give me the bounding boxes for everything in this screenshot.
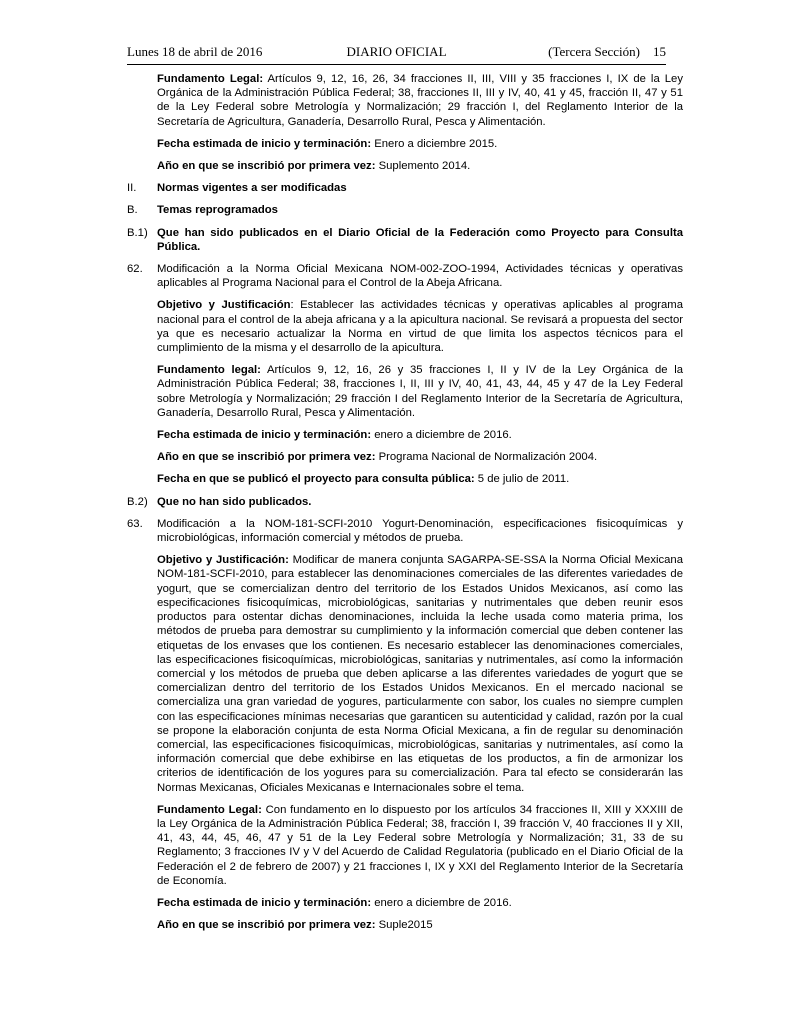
header-page-number: 15 — [653, 44, 666, 59]
item-62 — [127, 262, 683, 290]
item63-fundamento — [157, 803, 683, 888]
section-number: B. — [127, 204, 138, 217]
header-section-page — [548, 44, 666, 60]
item-number: 62. — [127, 263, 143, 276]
objetivo-label: Objetivo y Justificación: — [157, 554, 289, 567]
anio-text: Suplemento 2014. — [375, 160, 471, 173]
document-body — [127, 72, 683, 940]
section-b1 — [127, 226, 683, 254]
anio-label: Año en que se inscribió por primera vez: — [157, 160, 376, 173]
fecha-text: enero a diciembre de 2016. — [371, 896, 512, 909]
item63-fecha — [157, 896, 683, 910]
anio-text: Suple2015 — [375, 919, 433, 932]
fecha-label: Fecha estimada de inicio y terminación: — [157, 429, 372, 442]
item62-fecha — [157, 428, 683, 442]
section-number: B.2) — [127, 495, 148, 508]
anio-text: Programa Nacional de Normalización 2004. — [375, 451, 598, 464]
item63-objetivo — [157, 553, 683, 794]
item-title: Modificación a la Norma Oficial Mexicana NOM-002-ZOO-1994, Actividades técnicas y operativas aplicables al Programa Nacional para el Control de la Abeja Africana. — [157, 263, 683, 290]
section-number: II. — [127, 182, 137, 195]
item-63 — [127, 517, 683, 545]
section-title: Temas reprogramados — [157, 204, 278, 217]
top-fundamento — [157, 72, 683, 129]
item63-anio — [157, 918, 683, 932]
section-ii — [127, 181, 683, 195]
fundamento-text: Con fundamento en lo dispuesto por los artículos 34 fracciones II, XIII y XXXIII de la Ley Orgánica de la Administración Pública Federal; 38, fracción I, 39 fracción V, 40 fracciones II y XII, 41, 43, 44, 45, 46, 47 y 51 de la Ley Federal sobre Metrología y Normalización; 31, 33 de su Reglamento; 3 fracciones IV y V del Acuerdo de Calidad Regulatoria (publicado en el Diario Oficial de la Federación el 2 de febrero de 2007) y 21 fracciones I, IX y XXI del Reglamento Interior de la Secretaría de Economía. — [157, 803, 683, 887]
section-title: Que han sido publicados en el Diario Oficial de la Federación como Proyecto para Consulta Pública. — [157, 226, 683, 253]
header-publication: DIARIO OFICIAL — [346, 44, 447, 59]
objetivo-text: : Establecer las actividades técnicas y operativas aplicables al programa nacional para el control de la abeja africana y a la apicultura nacional. Se revisará a propuesta del sector ya que es necesario actualizar la Norma en virtud de que limita los aspectos técnicos para el cumplimiento de la misma y el desarrollo de la apicultura. — [157, 299, 683, 355]
fundamento-text: Artículos 9, 12, 16, 26, 34 fracciones II, III, VIII y 35 fracciones I, IX de la Ley Orgánica de la Administración Pública Federal; 38, fracciones II, III y IV, 40, 41 y 45, fracción II, 47 y 51 de la Ley Federal sobre Metrología y Normalización; 29 fracción I, del Reglamento Interior de la Secretaría de Agricultura, Ganadería, Desarrollo Rural, Pesca y Alimentación. — [157, 73, 683, 128]
item62-objetivo — [157, 298, 683, 355]
item62-anio — [157, 450, 683, 464]
section-number: B.1) — [127, 226, 148, 239]
header-date: Lunes 18 de abril de 2016 — [127, 44, 263, 59]
fecha-text: enero a diciembre de 2016. — [371, 429, 512, 442]
header-section: (Tercera Sección) — [548, 44, 640, 59]
item62-publicacion — [157, 472, 683, 486]
top-anio — [157, 159, 683, 173]
section-title: Que no han sido publicados. — [157, 495, 312, 508]
objetivo-text: Modificar de manera conjunta SAGARPA-SE-SSA la Norma Oficial Mexicana NOM-181-SCFI-2010, para establecer las denominaciones comerciales de las diferentes variedades de yogurt, que se comercializan dentro del territorio de los Estados Unidos Mexicanos, así como las especificaciones fisicoquímicas, microbiológicas, sanitarias y nutrimentales que deben reunir esos productos para ostentar dichas denominaciones, incluida la leche usada como materia prima, los métodos de prueba para demostrar su cumplimiento y la información comercial que deben contener las etiquetas de los envases que los contienen. Es necesario establecer las denominaciones comerciales, las especificaciones fisicoquímicas, microbiológicas, sanitarias y nutrimentales, así como la información comercial y los métodos de prueba que deben aplicarse a las diferentes variedades de yogurt que se comercializan dentro del territorio de los Estados Unidos Mexicanos. En el mercado nacional se comercializa una gran variedad de yogures, particularmente con sabor, los cuales no siempre cumplen con las especificaciones mínimas necesarias que garanticen su autenticidad y calidad, razón por la cual se propone la elaboración conjunta de esta Norma Oficial Mexicana, a fin de regular su denominación comercial, las especificaciones fisicoquímicas, microbiológicas, sanitarias y nutrimentales, así como la información comercial que debe exhibirse en las etiquetas de los productos, a fin de armonizar los criterios de identificación de los yogures para su comercialización. Para tal efecto se considerarán las Normas Mexicanas, Oficiales Mexicanas e Internacionales sobre el tema. — [157, 554, 683, 794]
fecha-label: Fecha estimada de inicio y terminación: — [157, 137, 372, 150]
fecha-label: Fecha estimada de inicio y terminación: — [157, 896, 372, 909]
item-title: Modificación a la NOM-181-SCFI-2010 Yogurt-Denominación, especificaciones fisicoquímicas y microbiológicas, información comercial y métodos de prueba. — [157, 517, 683, 545]
top-fecha — [157, 137, 683, 151]
page-header — [127, 44, 666, 65]
item62-fundamento — [157, 363, 683, 420]
fecha-text: Enero a diciembre 2015. — [371, 137, 498, 150]
fundamento-label: Fundamento Legal: — [157, 803, 262, 816]
publicacion-text: 5 de julio de 2011. — [474, 473, 570, 486]
anio-label: Año en que se inscribió por primera vez: — [157, 919, 376, 932]
section-b2 — [127, 495, 683, 509]
section-b — [127, 203, 683, 217]
anio-label: Año en que se inscribió por primera vez: — [157, 451, 376, 464]
item-number: 63. — [127, 517, 143, 530]
objetivo-label: Objetivo y Justificación — [157, 299, 291, 312]
fundamento-text: Artículos 9, 12, 16, 26 y 35 fracciones I, II y IV de la Ley Orgánica de la Administración Pública Federal; 38, fracciones I, II, III y IV, 40, 41, 43, 44, 45 y 47 de la Ley Federal sobre Metrología y Normalización; 29 fracción I del Reglamento Interior de la Secretaría de Agricultura, Ganadería, Desarrollo Rural, Pesca y Alimentación. — [157, 364, 684, 419]
publicacion-label: Fecha en que se publicó el proyecto para consulta pública: — [157, 473, 475, 486]
fundamento-label: Fundamento Legal: — [157, 73, 264, 85]
fundamento-label: Fundamento legal: — [157, 364, 261, 377]
section-title: Normas vigentes a ser modificadas — [157, 182, 347, 195]
